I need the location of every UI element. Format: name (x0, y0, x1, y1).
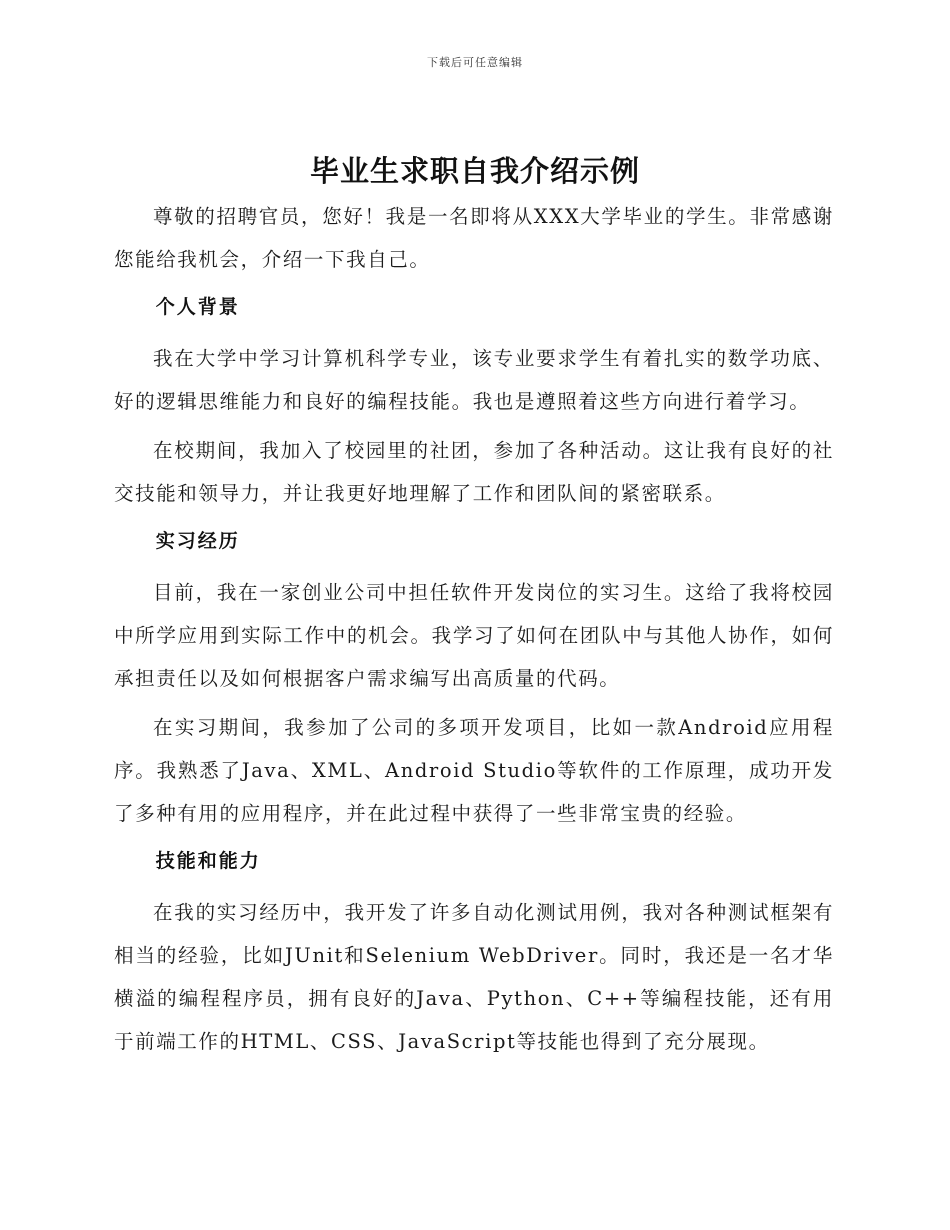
intro-paragraph: 尊敬的招聘官员，您好！我是一名即将从XXX大学毕业的学生。非常感谢您能给我机会，介绍一下我自己。 (114, 205, 834, 271)
section-heading-skills: 技能和能力 (155, 850, 261, 872)
section-heading-background: 个人背景 (155, 296, 240, 318)
document-body (114, 195, 834, 1069)
section-heading-internship: 实习经历 (155, 530, 240, 552)
background-paragraph-1: 我在大学中学习计算机科学专业，该专业要求学生有着扎实的数学功底、好的逻辑思维能力和良好的编程技能。我也是遵照着这些方向进行着学习。 (114, 347, 834, 413)
header-note: 下载后可任意编辑 (427, 56, 523, 69)
background-paragraph-2: 在校期间，我加入了校园里的社团，参加了各种活动。这让我有良好的社交技能和领导力，并让我更好地理解了工作和团队间的紧密联系。 (114, 439, 834, 505)
page-title: 毕业生求职自我介绍示例 (309, 154, 640, 188)
skills-paragraph-1: 在我的实习经历中，我开发了许多自动化测试用例，我对各种测试框架有相当的经验，比如JUnit和Selenium WebDriver。同时，我还是一名才华横溢的编程程序员，拥有良好的Java、Python、C++等编程技能，还有用于前端工作的HTML、CSS、JavaScript等技能也得到了充分展现。 (114, 901, 834, 1053)
internship-paragraph-1: 目前，我在一家创业公司中担任软件开发岗位的实习生。这给了我将校园中所学应用到实际工作中的机会。我学习了如何在团队中与其他人协作，如何承担责任以及如何根据客户需求编写出高质量的代码。 (114, 581, 834, 690)
internship-paragraph-2: 在实习期间，我参加了公司的多项开发项目，比如一款Android应用程序。我熟悉了Java、XML、Android Studio等软件的工作原理，成功开发了多种有用的应用程序，并在此过程中获得了一些非常宝贵的经验。 (114, 716, 834, 825)
